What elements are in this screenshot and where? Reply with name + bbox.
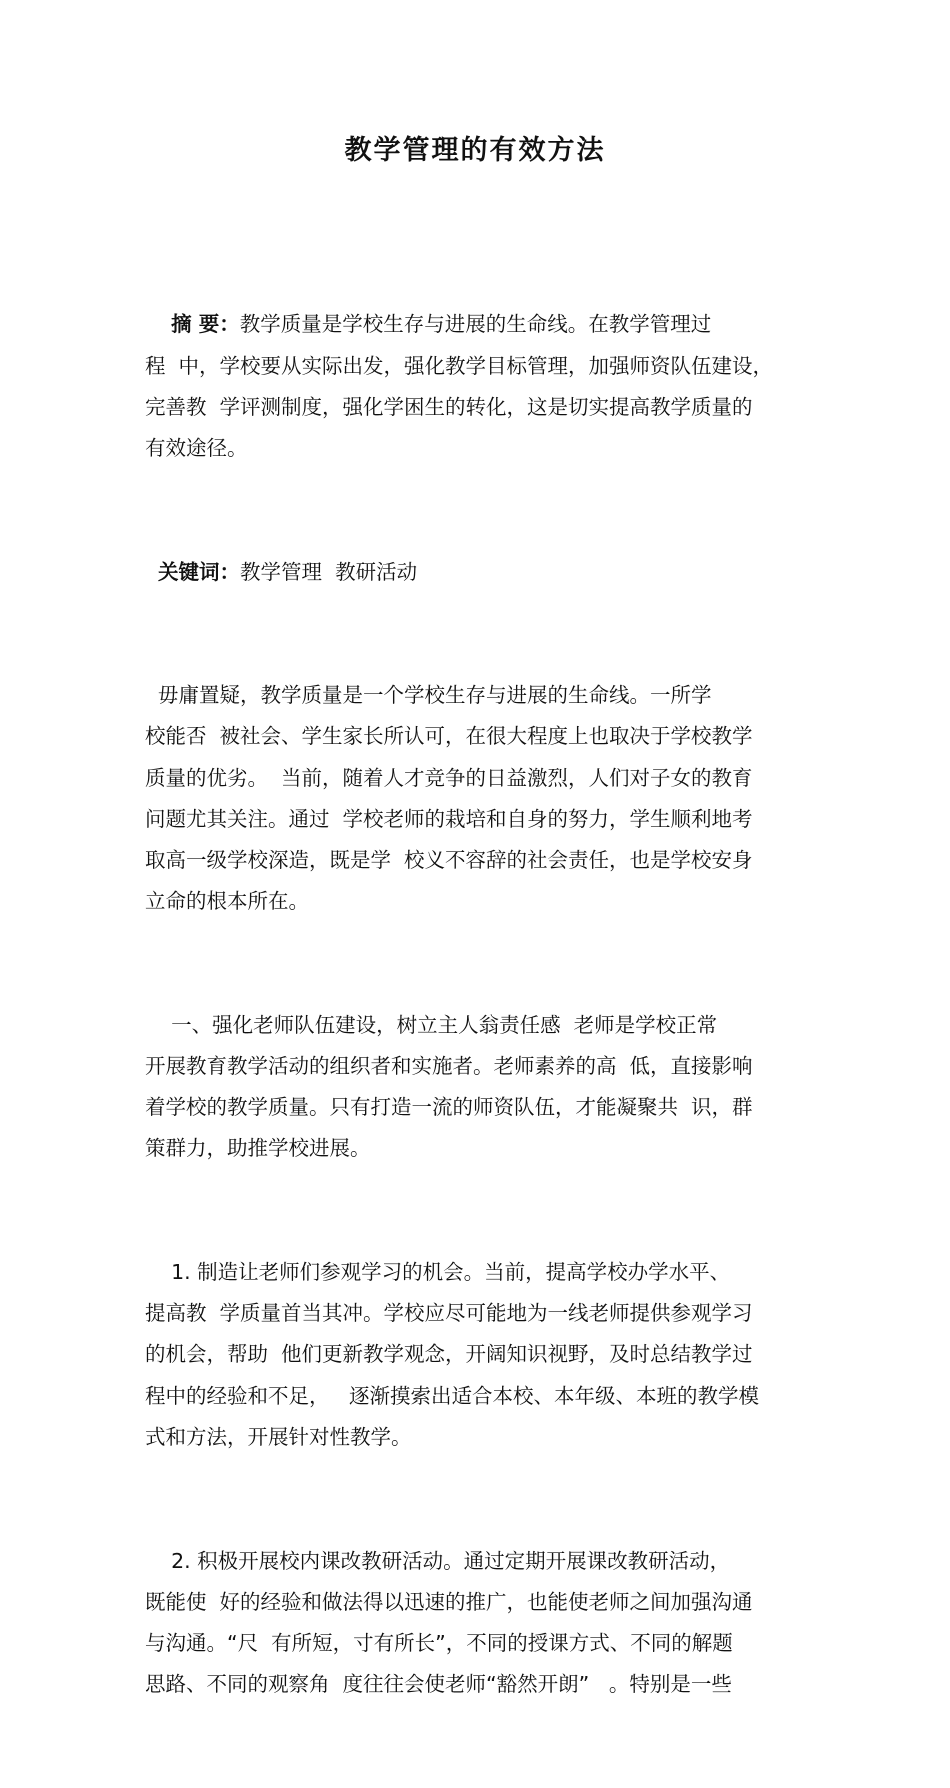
body-paragraph xyxy=(145,675,810,922)
document-body xyxy=(145,222,810,1788)
paragraph-text: 2. 积极开展校内课改教研活动。通过定期开展课改教研活动， 既能使 好的经验和做法得以迅速的推广，也能使老师之间加强沟通 与沟通。“尺 有所短，寸有所长”，不同的授课方式、不同的解题 思路、不同的观察角 度往往会使老师“豁然开朗” 。特别是一些 xyxy=(145,1548,753,1697)
document-title: 教学管理的有效方法 xyxy=(344,135,606,166)
paragraph-text: 毋庸置疑，教学质量是一个学校生存与进展的生命线。一所学 校能否 被社会、学生家长所认可，在很大程度上也取决于学校教学 质量的优劣。 当前，随着人才竞争的日益激烈，人们对子女的教育 问题尤其关注。通过 学校老师的栽培和自身的努力，学生顺利地考 取高一级学校深造，既是学 校义不容辞的社会责任，也是学校安身 立命的根本所在。 xyxy=(145,683,753,914)
paragraph-text: 1. 制造让老师们参观学习的机会。当前，提高学校办学水平、 提高教 学质量首当其冲。学校应尽可能地为一线老师提供参观学习 的机会，帮助 他们更新教学观念，开阔知识视野，及时总结教学过 程中的经验和不足， 逐渐摸索出适合本校、本年级、本班的教学模 式和方法，开展针对性教学。 xyxy=(145,1260,760,1449)
list-item-paragraph xyxy=(145,1541,810,1706)
list-item-paragraph xyxy=(145,1252,810,1458)
abstract-paragraph xyxy=(145,304,810,469)
paragraph-text: 一、强化老师队伍建设，树立主人翁责任感 老师是学校正常 开展教育教学活动的组织者和实施者。老师素养的高 低，直接影响 着学校的教学质量。只有打造一流的师资队伍，才能凝聚共 识，群 策群力，助推学校进展。 xyxy=(145,1012,753,1161)
section-heading-paragraph xyxy=(145,1005,810,1170)
keywords-label: 关键词： xyxy=(158,559,241,584)
keywords-paragraph xyxy=(145,552,810,593)
abstract-text: 教学质量是学校生存与进展的生命线。在教学管理过 程 中，学校要从实际出发，强化教学目标管理，加强师资队伍建设， 完善教 学评测制度，强化学困生的转化，这是切实提高教学质量的 有效途径。 xyxy=(145,312,774,461)
abstract-label: 摘 要： xyxy=(171,312,240,337)
keywords-text: 教学管理 教研活动 xyxy=(240,559,418,584)
